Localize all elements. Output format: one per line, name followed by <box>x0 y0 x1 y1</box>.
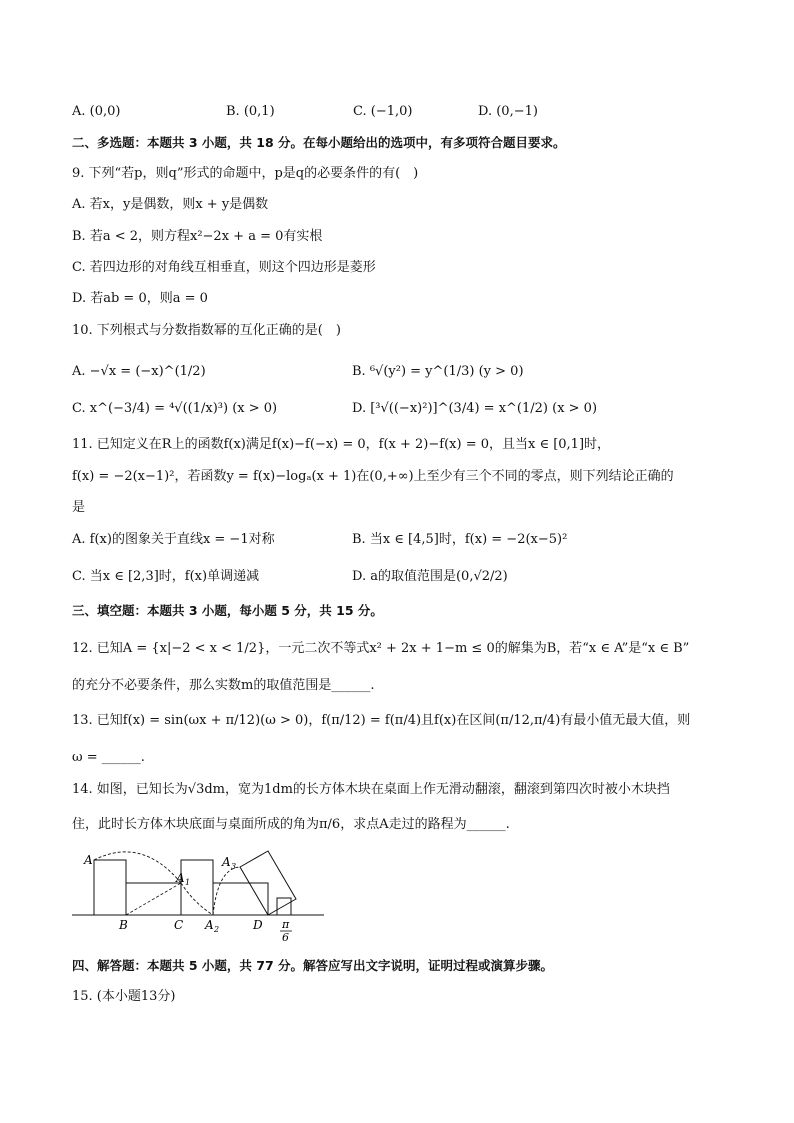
label-d: D <box>253 918 263 932</box>
q10-option-d: D. [³√((−x)²)]^(3/4) = x^(1/2) (x > 0) <box>352 401 598 416</box>
q8-option-a: A. (0,0) <box>72 104 121 119</box>
q11-line-1: 11. 已知定义在R上的函数f(x)满足f(x)−f(−x) = 0，f(x + 2)−f(x) = 0，且当x ∈ [0,1]时， <box>72 437 611 452</box>
label-a3-sub: 3 <box>231 862 237 871</box>
label-c: C <box>174 918 184 932</box>
q10-option-a: A. −√x = (−x)^(1/2) <box>72 364 206 379</box>
q8-option-b: B. (0,1) <box>226 104 275 119</box>
q11-line-2: f(x) = −2(x−1)²，若函数y = f(x)−logₐ(x + 1)在(0,+∞)上至少有三个不同的零点，则下列结论正确的 <box>72 469 674 484</box>
q10-option-c: C. x^(−3/4) = ⁴√((1/x)³) (x > 0) <box>72 401 278 416</box>
arc-a1-a2 <box>181 883 213 915</box>
label-six: 6 <box>282 931 289 944</box>
label-a1: A <box>176 871 185 885</box>
q11-option-c: C. 当x ∈ [2,3]时，f(x)单调递减 <box>72 569 260 584</box>
q11-option-d: D. a的取值范围是(0,√2/2) <box>352 569 508 584</box>
q13-line-2: ω = ______. <box>72 750 145 765</box>
q9-option-c: C. 若四边形的对角线互相垂直，则这个四边形是菱形 <box>72 260 376 275</box>
block-1 <box>94 860 126 915</box>
q15-heading: 15. (本小题13分) <box>72 989 176 1004</box>
q12-line-2: 的充分不必要条件，那么实数m的取值范围是______. <box>72 678 375 693</box>
section-2-heading: 二、多选题：本题共 3 小题，共 18 分。在每小题给出的选项中，有多项符合题目要求。 <box>72 135 566 150</box>
q11-option-a: A. f(x)的图象关于直线x = −1对称 <box>72 532 275 547</box>
q10-option-b: B. ⁶√(y²) = y^(1/3) (y > 0) <box>352 364 524 379</box>
diagonal-1 <box>126 883 181 915</box>
rolling-block-figure <box>72 848 332 948</box>
q9-option-b: B. 若a < 2，则方程x²−2x + a = 0有实根 <box>72 229 323 244</box>
label-pi: π <box>282 918 290 931</box>
q14-line-2: 住，此时长方体木块底面与桌面所成的角为π/6，求点A走过的路程为______. <box>72 817 510 832</box>
q10-stem: 10. 下列根式与分数指数幂的互化正确的是( ) <box>72 323 341 338</box>
label-a3: A <box>222 855 231 869</box>
section-4-heading: 四、解答题：本题共 5 小题，共 77 分。解答应写出文字说明，证明过程或演算步骤。 <box>72 958 554 973</box>
label-a1-sub: 1 <box>185 878 191 887</box>
q8-option-c: C. (−1,0) <box>353 104 413 119</box>
arc-a2-a3 <box>213 867 240 915</box>
label-a2-sub: 2 <box>214 925 220 934</box>
label-a2: A <box>205 918 214 932</box>
block-3 <box>181 860 213 915</box>
label-b: B <box>119 918 128 932</box>
q13-line-1: 13. 已知f(x) = sin(ωx + π/12)(ω > 0)，f(π/12) = f(π/4)且f(x)在区间(π/12,π/4)有最小值无最大值，则 <box>72 713 691 728</box>
q11-line-3: 是 <box>72 500 86 515</box>
q14-line-1: 14. 如图，已知长为√3dm，宽为1dm的长方体木块在桌面上作无滑动翻滚，翻滚到第四次时被小木块挡 <box>72 782 670 797</box>
arc-a-a1 <box>94 852 181 883</box>
label-a: A <box>84 853 93 867</box>
q8-option-d: D. (0,−1) <box>478 104 538 119</box>
q9-stem: 9. 下列“若p，则q”形式的命题中，p是q的必要条件的有( ) <box>72 166 419 181</box>
q9-option-a: A. 若x，y是偶数，则x + y是偶数 <box>72 197 269 212</box>
q11-option-b: B. 当x ∈ [4,5]时，f(x) = −2(x−5)² <box>352 532 568 547</box>
q9-option-d: D. 若ab = 0，则a = 0 <box>72 291 208 306</box>
block-4 <box>213 883 268 915</box>
stop-block <box>277 898 291 915</box>
q12-line-1: 12. 已知A = {x|−2 < x < 1/2}，一元二次不等式x² + 2x + 1−m ≤ 0的解集为B，若“x ∈ A”是“x ∈ B” <box>72 641 690 656</box>
section-3-heading: 三、填空题：本题共 3 小题，每小题 5 分，共 15 分。 <box>72 603 383 618</box>
